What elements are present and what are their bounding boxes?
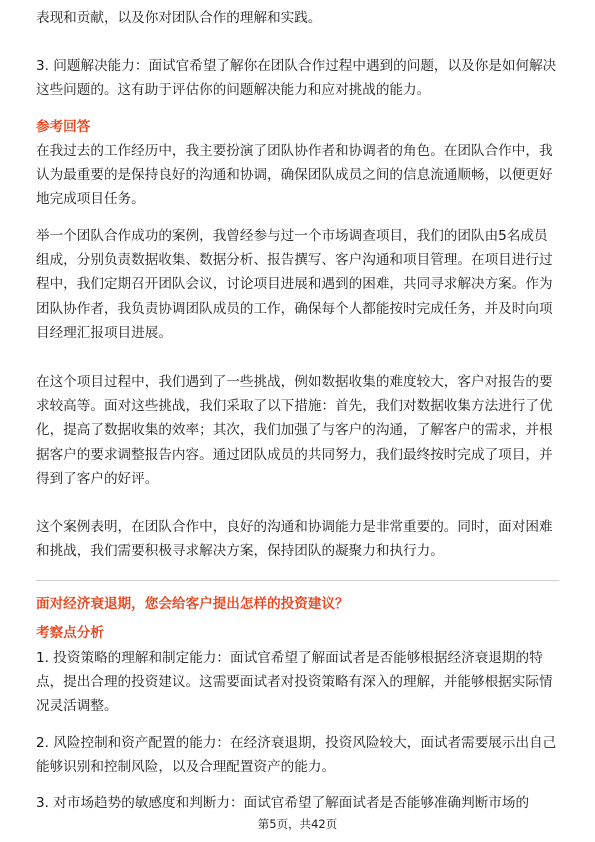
answer-p4-block bbox=[36, 515, 559, 563]
analysis-point-1: 1. 投资策略的理解和制定能力：面试官希望了解面试者是否能够根据经济衰退期的特点，提出合理的投资建议。这需要面试者对投资策略有深入的理解，并能够根据实际情况灵活调整。 bbox=[36, 650, 553, 715]
paragraph-continuation: 表现和贡献，以及你对团队合作的理解和实践。 bbox=[36, 10, 322, 26]
section-divider bbox=[36, 580, 559, 581]
section1-continuation-block bbox=[36, 6, 559, 30]
answer-heading: 参考回答 bbox=[36, 119, 91, 135]
analysis-point1-block bbox=[36, 646, 559, 719]
analysis-point3-block bbox=[36, 791, 559, 815]
answer-paragraph-1: 在我过去的工作经历中，我主要扮演了团队协作者和协调者的角色。在团队合作中，我认为最重要的是保持良好的沟通和协调，确保团队成员之间的信息流通顺畅，以便更好地完成项目任务。 bbox=[36, 143, 553, 208]
question-block bbox=[36, 592, 559, 616]
analysis-heading: 考察点分析 bbox=[36, 625, 104, 641]
answer-paragraph-3: 在这个项目过程中，我们遇到了一些挑战，例如数据收集的难度较大，客户对报告的要求较高等。面对这些挑战，我们采取了以下措施：首先，我们对数据收集方法进行了优化，提高了数据收集的效率；其次，我们加强了与客户的沟通，了解客户的需求，并根据客户的要求调整报告内容。通过团队成员的共同努力，我们最终按时完成了项目，并得到了客户的好评。 bbox=[36, 374, 553, 487]
analysis-point2-block bbox=[36, 731, 559, 779]
analysis-heading-block bbox=[36, 621, 559, 645]
answer-heading-block bbox=[36, 115, 559, 139]
answer-paragraph-2: 举一个团队合作成功的案例，我曾经参与过一个市场调查项目，我们的团队由5名成员组成，分别负责数据收集、数据分析、报告撰写、客户沟通和项目管理。在项目进行过程中，我们定期召开团队会议，讨论项目进展和遇到的困难，共同寻求解决方案。作为团队协作者，我负责协调团队成员的工作，确保每个人都能按时完成任务，并及时向项目经理汇报项目进展。 bbox=[36, 228, 553, 341]
answer-p3-block bbox=[36, 370, 559, 491]
paragraph-point3-problem-solving: 3. 问题解决能力：面试官希望了解你在团队合作过程中遇到的问题，以及你是如何解决这些问题的。这有助于评估你的问题解决能力和应对挑战的能力。 bbox=[36, 58, 557, 99]
question-title: 面对经济衰退期，您会给客户提出怎样的投资建议？ bbox=[36, 596, 349, 612]
answer-paragraph-4: 这个案例表明，在团队合作中，良好的沟通和协调能力是非常重要的。同时，面对困难和挑战，我们需要积极寻求解决方案，保持团队的凝聚力和执行力。 bbox=[36, 519, 553, 560]
analysis-point-2: 2. 风险控制和资产配置的能力：在经济衰退期，投资风险较大，面试者需要展示出自己能够识别和控制风险，以及合理配置资产的能力。 bbox=[36, 735, 557, 776]
answer-p2-block bbox=[36, 224, 559, 345]
analysis-point-3: 3. 对市场趋势的敏感度和判断力：面试官希望了解面试者是否能够准确判断市场的 bbox=[36, 795, 530, 811]
page-footer: 第5页，共42页 bbox=[257, 817, 338, 831]
section1-point3-block bbox=[36, 54, 559, 102]
answer-p1-block bbox=[36, 139, 559, 212]
